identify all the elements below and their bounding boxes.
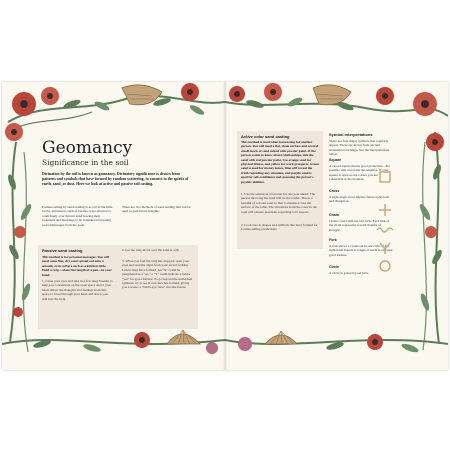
symbol-text-square: A closed square means good protection—the positive will overcome the negative. If your square is open at one corner you are vulnerable at the moment. (329, 164, 390, 182)
active-step-1: 1. Use the setting as a forecast for one year ahead. The person throwing the sand will be the reader. Throw a handful of colored sand so that it streams across the surface of the table. The vibrations from the color in the sand will answer questions regarding love aspects. (241, 192, 317, 214)
lead-paragraph: Divination by the soil is known as geomancy. Divinatory significance is drawn from patterns and symbols that have formed by random scattering, to connect to the spirits of earth, sand, or dust. Here we look at active and passive soil casting. (42, 172, 189, 186)
passive-casting-heading: Passive sand casting (42, 248, 83, 253)
symbols-intro: There are four major symbols that regularly appear. These are drawn from ancient alchemical teachings. See the interpretations below. (329, 139, 390, 157)
passive-step-3: 3. When you feel the twig has stopped, open your eyes and read the signs from your sacred writing. Letters may have formed. An "N" could be interpreted as a "no," a "Y" could indicate a future "yes" for good fortune. To go beyond the individual symbols, try to see if a picture has formed, giving you a scene, a "bird's-eye view" into the future. (122, 259, 193, 290)
fork-symbol-icon (378, 241, 392, 255)
symbol-text-chain: Chains could indicate bad luck. Each link of the chain represents several months of struggle. (329, 219, 390, 232)
square-symbol-icon (378, 170, 392, 184)
passive-casting-intro: This method is for personal messages. You will need some fine, dry sand spread out onto a smooth, even surface such as a kitchen table. Hold a twig—about the length of a pen—in your hand. (42, 255, 112, 277)
intro-column-2: There are two methods of sand reading that can be used to gain future insights. (122, 205, 191, 214)
page-subtitle: Significance in the soil (42, 158, 129, 167)
cross-symbol-icon (378, 203, 392, 217)
symbol-text-circle: A circle is general good luck. (329, 271, 369, 275)
symbol-name-cross: Cross (329, 189, 340, 193)
active-step-2: 2. Look also at shapes and symbols that have formed for fortune-telling predictions. (241, 223, 318, 232)
symbol-name-chain: Chain (329, 213, 339, 217)
active-casting-box (237, 131, 323, 249)
page-title: Geomancy (42, 138, 133, 158)
symbol-name-circle: Circle (329, 265, 339, 269)
circle-symbol-icon (378, 259, 392, 273)
symbol-name-fork: Fork (329, 238, 337, 242)
book-spread (2, 82, 448, 370)
symbol-name-square: Square (329, 158, 342, 162)
left-page (2, 82, 225, 370)
passive-casting-box (38, 245, 198, 329)
symbol-text-cross: A right-angle cross implies future upheavals and disruption. (329, 195, 389, 204)
chain-symbol-icon (376, 225, 394, 235)
right-page (225, 82, 448, 370)
intro-column-1: Fortune-telling by sand reading is as old as the hills. Crabs, and insects such as beetles, were allowed to roam freely over thrown sand leaving their footprints and markings to be considered revealing sacred messages from the gods. (42, 205, 113, 227)
symbols-heading: Symbol interpretations (329, 132, 373, 137)
book-gutter (223, 82, 227, 370)
passive-step-1: 1. Close your eyes and take in a few deep breaths to help you concentrate on the open space above your head. Allow the thoughts and feelings from this space to travel through your head and down your arm into the twig. (42, 279, 113, 301)
symbol-text-fork: A fork shows a crossroad in one's life. If the right-hand branch is longer, it leads to extreme good fortune. (329, 244, 393, 257)
passive-step-2: 2. Let the twig move over the sand at will. (122, 248, 180, 252)
active-casting-intro: This method is used when forecasting for another person. You will need a flat, clean surface and several small bowls of sand mixed with powder paint. If the person wants to know about relationships, mix the sand with red powder paint. Use orange sand for physical fitness, and yellow for work prospects. Green sand is used for money issues, blue will reveal the truth regarding any situation, and purple sand is used for self-confidence and assessing the person's psychic abilities. (241, 140, 319, 184)
active-casting-heading: Active color sand casting (241, 134, 290, 139)
